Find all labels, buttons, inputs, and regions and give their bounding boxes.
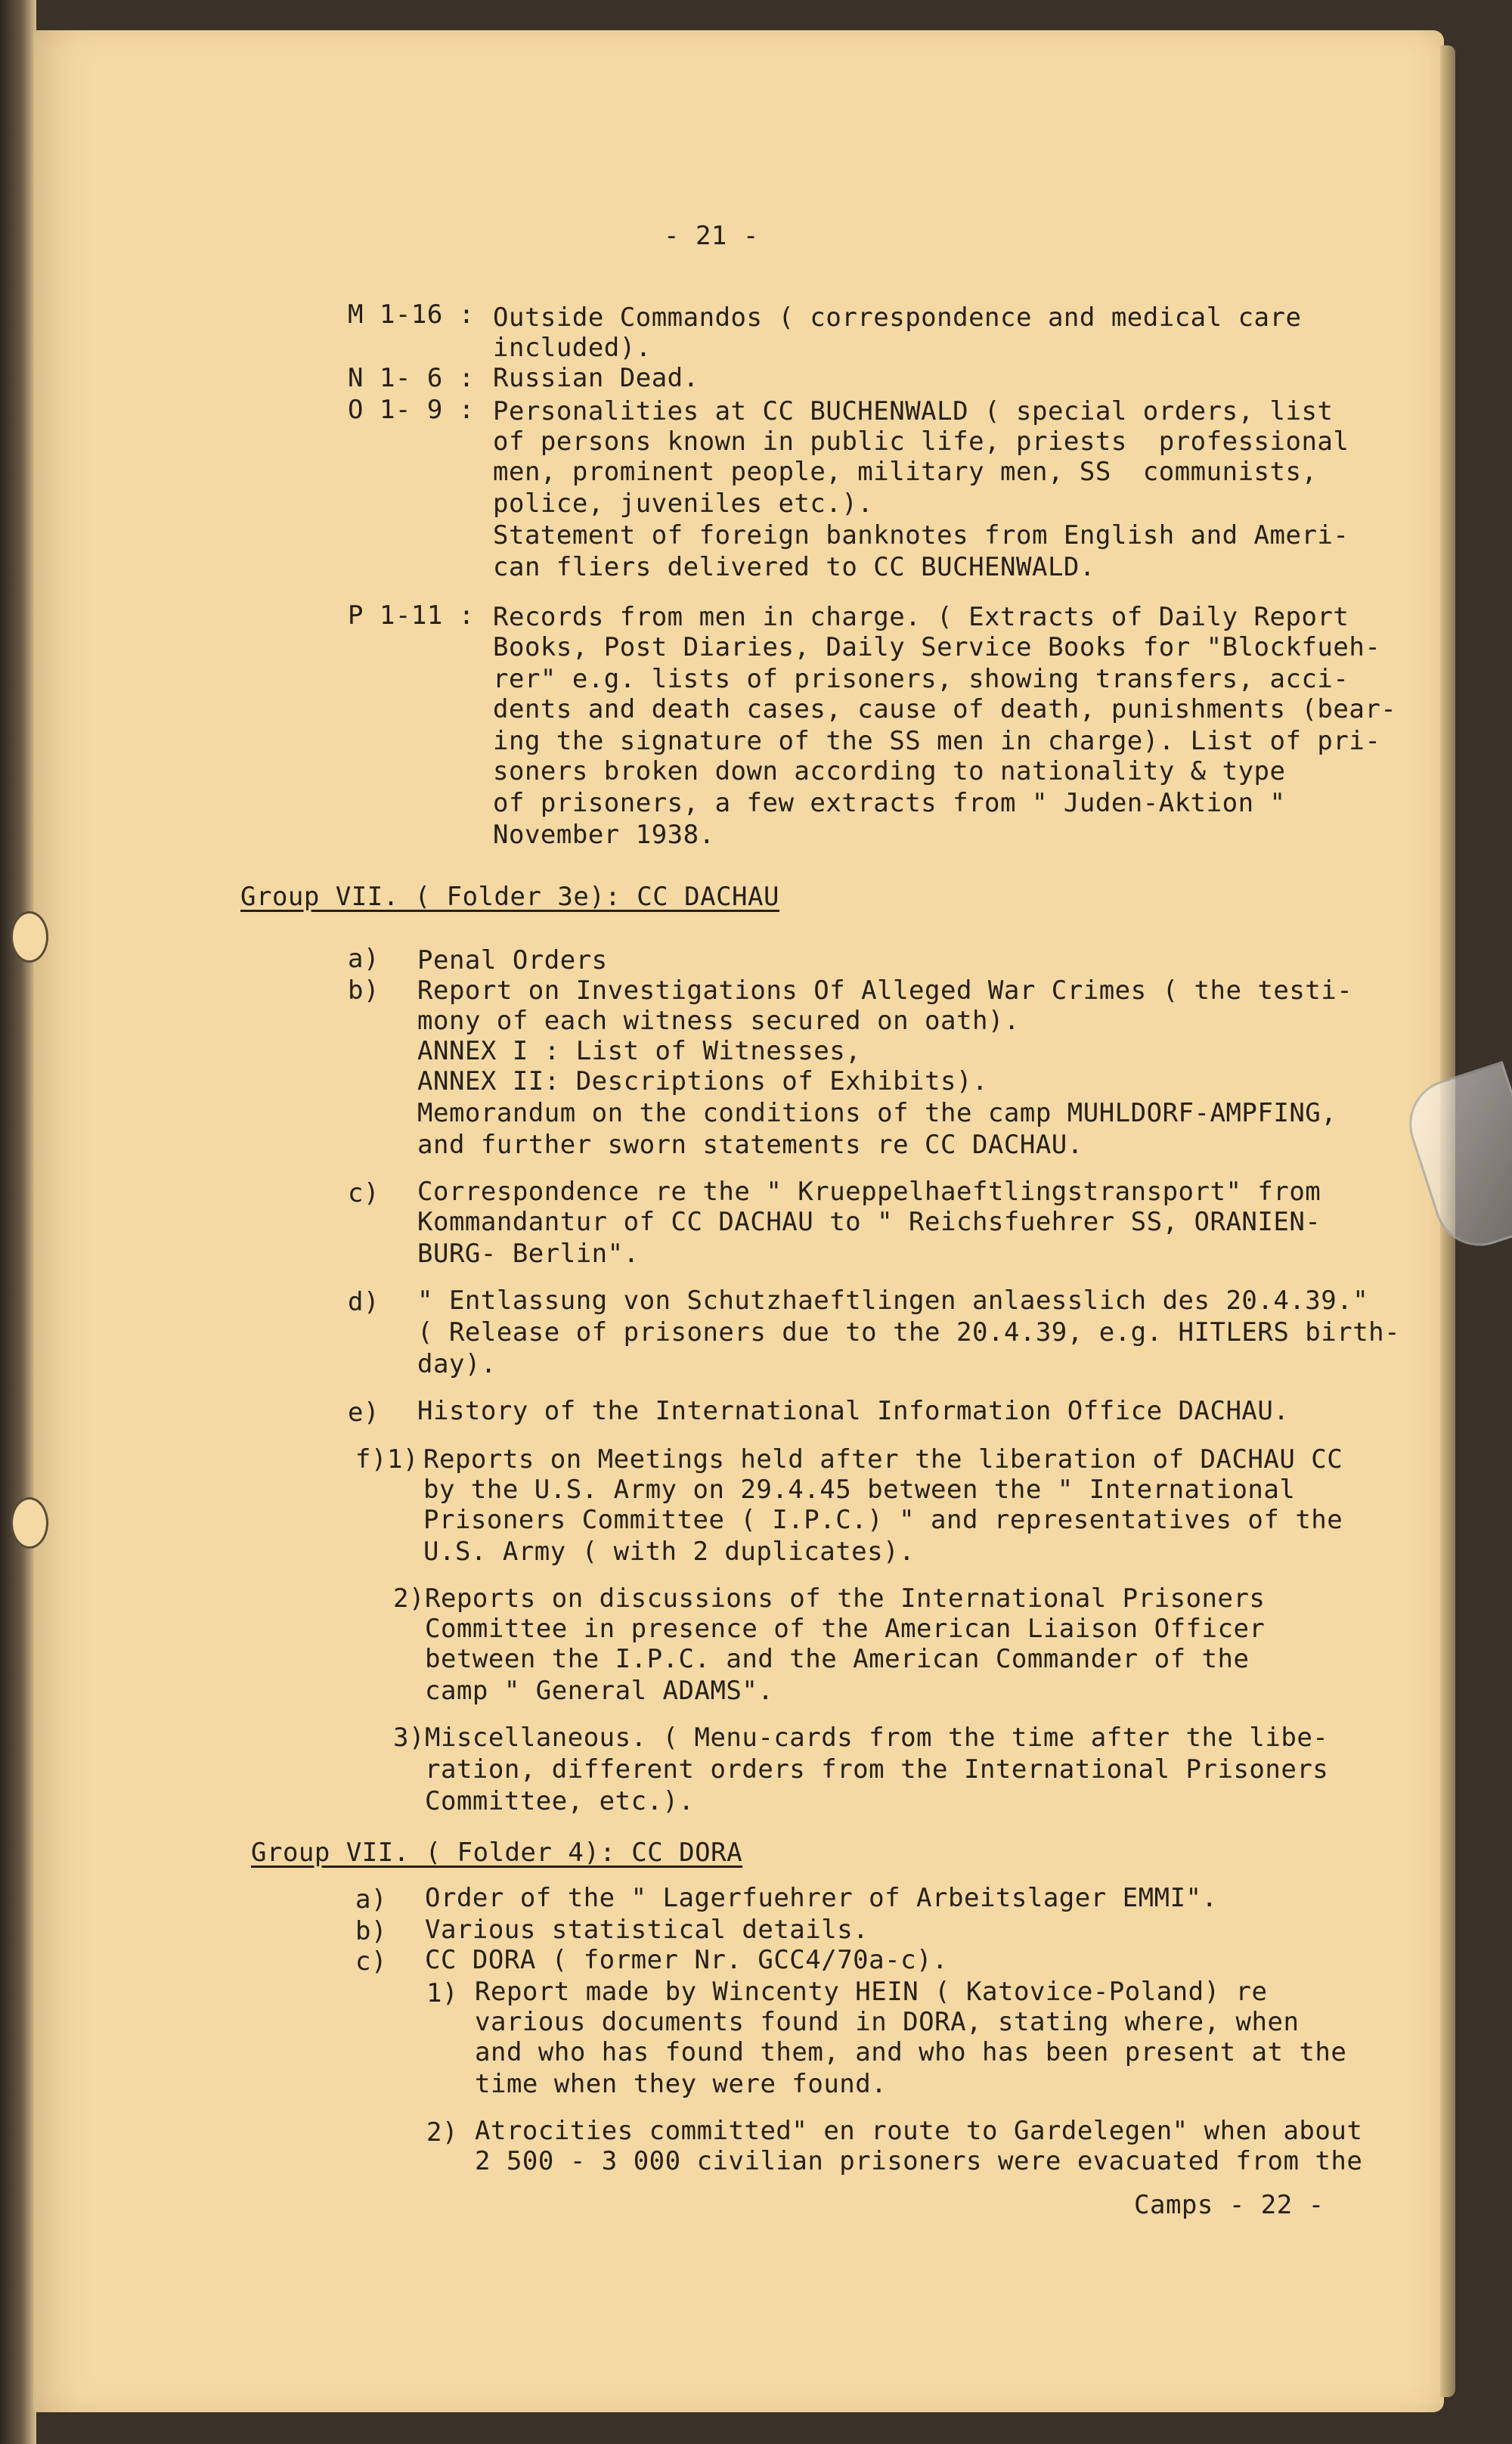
dora-c2-line-2: 2 500 - 3 000 civilian prisoners were evacuated from the <box>475 2146 1363 2176</box>
dora-c1-line-4: time when they were found. <box>475 2069 888 2099</box>
dachau-e-line-1: History of the International Information Office DACHAU. <box>417 1396 1290 1426</box>
dora-c1-line-3: and who has found them, and who has been present at the <box>475 2037 1347 2067</box>
entry-p-line-3: rer" e.g. lists of prisoners, showing transfers, acci- <box>493 664 1349 694</box>
punch-hole-top <box>11 911 48 963</box>
dora-c2-label: 2) <box>426 2117 458 2148</box>
entry-o-line-5: Statement of foreign banknotes from English and Ameri- <box>493 520 1349 551</box>
entry-o-line-3: men, prominent people, military men, SS communists, <box>493 457 1318 487</box>
dachau-d-label: d) <box>348 1287 380 1317</box>
entry-o-line-1: Personalities at CC BUCHENWALD ( special orders, list <box>493 396 1334 426</box>
entry-code-n: N 1- 6 : <box>348 363 475 393</box>
entry-o-line-4: police, juveniles etc.). <box>493 488 874 519</box>
dachau-b-line-6: and further sworn statements re CC DACHAU. <box>417 1130 1083 1160</box>
dora-c2-line-1: Atrocities committed" en route to Gardelegen" when about <box>475 2116 1363 2146</box>
entry-p-line-8: November 1938. <box>493 820 715 850</box>
entry-p-line-1: Records from men in charge. ( Extracts of Daily Report <box>493 602 1349 632</box>
dachau-a-label: a) <box>348 944 380 974</box>
entry-code-p: P 1-11 : <box>348 600 475 631</box>
entry-p-line-4: dents and death cases, cause of death, punishments (bear- <box>493 694 1397 724</box>
entry-n-line-1: Russian Dead. <box>493 363 699 393</box>
dachau-f1-line-4: U.S. Army ( with 2 duplicates). <box>423 1537 916 1567</box>
entry-p-line-2: Books, Post Diaries, Daily Service Books for "Blockfueh- <box>493 632 1381 662</box>
dora-heading: Group VII. ( Folder 4): CC DORA <box>251 1838 743 1868</box>
dora-c1-line-2: various documents found in DORA, stating where, when <box>475 2007 1300 2037</box>
dachau-f3-line-2: ration, different orders from the International Prisoners <box>425 1754 1329 1785</box>
punch-hole-bottom <box>11 1497 48 1549</box>
dachau-c-label: c) <box>348 1178 380 1208</box>
dora-a-line-1: Order of the " Lagerfuehrer of Arbeitslager EMMI". <box>425 1883 1218 1913</box>
dachau-f2-line-2: Committee in presence of the American Liaison Officer <box>425 1614 1266 1644</box>
entry-m-line-1: Outside Commandos ( correspondence and medical care <box>493 302 1302 333</box>
entry-code-o: O 1- 9 : <box>348 395 475 425</box>
dachau-c-line-1: Correspondence re the " Krueppelhaeftlingstransport" from <box>417 1177 1321 1207</box>
dachau-c-line-2: Kommandantur of CC DACHAU to " Reichsfuehrer SS, ORANIEN- <box>417 1207 1321 1237</box>
entry-p-line-5: ing the signature of the SS men in charge). List of pri- <box>493 726 1381 756</box>
dachau-f1-line-2: by the U.S. Army on 29.4.45 between the " International <box>423 1475 1296 1505</box>
dachau-b-line-4: ANNEX II: Descriptions of Exhibits). <box>417 1066 988 1096</box>
entry-code-m: M 1-16 : <box>348 299 475 330</box>
dora-c-label: c) <box>355 1946 387 1977</box>
dachau-d-line-2: ( Release of prisoners due to the 20.4.39, e.g. HITLERS birth- <box>417 1317 1401 1348</box>
dachau-d-line-1: " Entlassung von Schutzhaeftlingen anlaesslich des 20.4.39." <box>417 1286 1369 1316</box>
dora-b-label: b) <box>355 1916 387 1946</box>
dachau-f3-line-1: Miscellaneous. ( Menu-cards from the time after the libe- <box>425 1723 1329 1753</box>
dora-c1-line-1: Report made by Wincenty HEIN ( Katovice-Poland) re <box>475 1977 1268 2007</box>
dora-b-line-1: Various statistical details. <box>425 1915 869 1945</box>
dachau-a-line-1: Penal Orders <box>417 945 608 975</box>
dora-c1-label: 1) <box>426 1978 458 2008</box>
dachau-f3-label: 3) <box>393 1723 425 1753</box>
dachau-heading: Group VII. ( Folder 3e): CC DACHAU <box>240 882 779 912</box>
dora-a-label: a) <box>355 1884 387 1915</box>
dachau-f2-line-1: Reports on discussions of the International Prisoners <box>425 1583 1266 1614</box>
dachau-f1-line-1: Reports on Meetings held after the liberation of DACHAU CC <box>423 1444 1343 1475</box>
entry-m-line-2: included). <box>493 333 652 363</box>
dachau-f3-line-3: Committee, etc.). <box>425 1786 695 1816</box>
entry-o-line-6: can fliers delivered to CC BUCHENWALD. <box>493 552 1095 582</box>
dora-c-line-1: CC DORA ( former Nr. GCC4/70a-c). <box>425 1945 949 1975</box>
dachau-f2-line-3: between the I.P.C. and the American Commander of the <box>425 1644 1250 1674</box>
dachau-f2-label: 2) <box>393 1583 425 1614</box>
dachau-f2-line-4: camp " General ADAMS". <box>425 1676 774 1706</box>
book-spine <box>0 0 36 2444</box>
dachau-e-label: e) <box>348 1397 380 1428</box>
page-footer: Camps - 22 - <box>1134 2190 1325 2220</box>
entry-p-line-6: soners broken down according to nationality & type <box>493 756 1286 786</box>
page-number: - 21 - <box>664 221 759 251</box>
dachau-f1-line-3: Prisoners Committee ( I.P.C.) " and representatives of the <box>423 1505 1343 1535</box>
entry-p-line-7: of prisoners, a few extracts from " Juden-Aktion " <box>493 788 1286 818</box>
dachau-c-line-3: BURG- Berlin". <box>417 1239 640 1269</box>
entry-o-line-2: of persons known in public life, priests professional <box>493 426 1349 457</box>
dachau-d-line-3: day). <box>417 1349 497 1379</box>
dachau-b-line-3: ANNEX I : List of Witnesses, <box>417 1036 862 1066</box>
dachau-b-line-5: Memorandum on the conditions of the camp MUHLDORF-AMPFING, <box>417 1098 1337 1128</box>
dachau-b-label: b) <box>348 975 380 1006</box>
dachau-b-line-1: Report on Investigations Of Alleged War Crimes ( the testi- <box>417 975 1353 1006</box>
dachau-f1-label: f)1) <box>355 1444 419 1475</box>
dachau-b-line-2: mony of each witness secured on oath). <box>417 1006 1020 1036</box>
